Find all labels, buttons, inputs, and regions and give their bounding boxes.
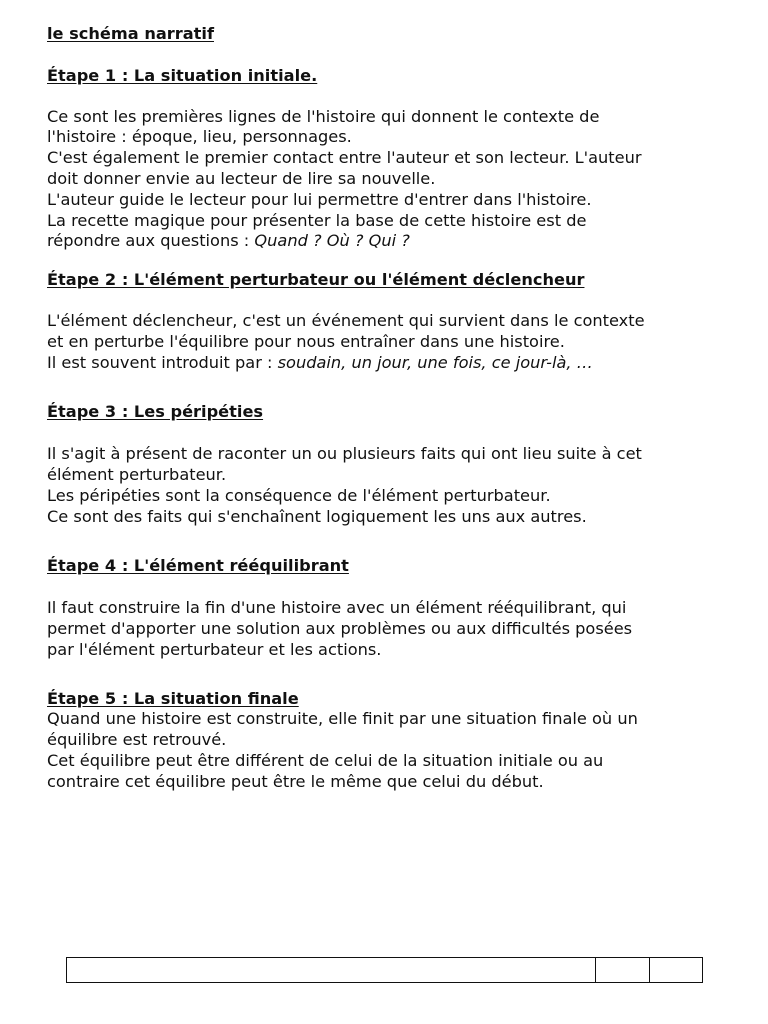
section-heading: Étape 2 : L'élément perturbateur ou l'élément déclencheur <box>47 270 585 290</box>
body-line-prefix: répondre aux questions : <box>47 231 255 251</box>
section-body <box>47 311 727 373</box>
body-line-prefix: Il est souvent introduit par : <box>47 352 278 372</box>
footer-cell-main <box>67 958 596 982</box>
body-line-italic: soudain, un jour, une fois, ce jour-là, … <box>277 352 593 372</box>
section-heading: Étape 4 : L'élément rééquilibrant <box>47 556 349 576</box>
body-line: Cet équilibre peut être différent de celui de la situation initiale ou au <box>47 750 604 770</box>
footer-cell-right <box>650 958 702 982</box>
footer-cell-middle <box>596 958 650 982</box>
body-line <box>47 353 727 374</box>
section-step-5 <box>47 689 727 793</box>
body-line: l'histoire : époque, lieu, personnages. <box>47 127 352 147</box>
footer-table <box>66 957 703 983</box>
body-line: par l'élément perturbateur et les actions. <box>47 639 382 659</box>
body-line: L'élément déclencheur, c'est un événement qui survient dans le contexte <box>47 310 645 330</box>
section-heading: Étape 3 : Les péripéties <box>47 402 264 422</box>
section-body <box>47 598 727 660</box>
section-heading: Étape 1 : La situation initiale. <box>47 65 318 85</box>
section-step-4 <box>47 556 727 660</box>
document-page <box>47 24 727 793</box>
body-line: Ce sont des faits qui s'enchaînent logiquement les uns aux autres. <box>47 506 587 526</box>
body-line: contraire cet équilibre peut être le même que celui du début. <box>47 771 544 791</box>
document-title: le schéma narratif <box>47 24 214 43</box>
body-line: L'auteur guide le lecteur pour lui permettre d'entrer dans l'histoire. <box>47 189 592 209</box>
body-line: équilibre est retrouvé. <box>47 730 227 750</box>
section-body <box>47 709 727 792</box>
body-line: C'est également le premier contact entre l'auteur et son lecteur. L'auteur <box>47 148 642 168</box>
body-line <box>47 231 727 252</box>
body-line: Les péripéties sont la conséquence de l'élément perturbateur. <box>47 485 551 505</box>
body-line: Il faut construire la fin d'une histoire avec un élément rééquilibrant, qui <box>47 598 627 618</box>
body-line: Quand une histoire est construite, elle finit par une situation finale où un <box>47 709 638 729</box>
body-line: permet d'apporter une solution aux problèmes ou aux difficultés posées <box>47 618 633 638</box>
section-step-2 <box>47 270 727 373</box>
body-line: doit donner envie au lecteur de lire sa nouvelle. <box>47 168 436 188</box>
section-body <box>47 107 727 253</box>
body-line: La recette magique pour présenter la base de cette histoire est de <box>47 210 587 230</box>
body-line: Ce sont les premières lignes de l'histoire qui donnent le contexte de <box>47 106 600 126</box>
section-step-1 <box>47 66 727 252</box>
body-line: et en perturbe l'équilibre pour nous entraîner dans une histoire. <box>47 331 565 351</box>
body-line: Il s'agit à présent de raconter un ou plusieurs faits qui ont lieu suite à cet <box>47 444 642 464</box>
section-step-3 <box>47 402 727 527</box>
body-line-italic: Quand ? Où ? Qui ? <box>254 231 410 251</box>
section-heading: Étape 5 : La situation finale <box>47 688 299 708</box>
body-line: élément perturbateur. <box>47 464 227 484</box>
section-body <box>47 444 727 527</box>
